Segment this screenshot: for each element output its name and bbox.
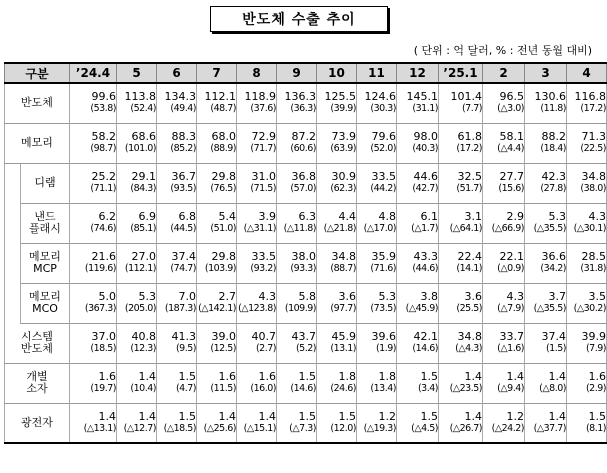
percent-cell: (15.6) (483, 183, 525, 203)
value-cell: 145.1 (397, 83, 439, 103)
value-cell: 101.4 (439, 83, 483, 103)
page-title: 반도체 수출 추이 (210, 6, 388, 32)
table-row-optoelectronics-pct (5, 423, 607, 443)
table-row-semiconductor (5, 83, 607, 103)
value-cell: 25.2 (70, 163, 117, 183)
value-cell: 44.6 (397, 163, 439, 183)
value-cell: 1.8 (357, 363, 397, 383)
percent-cell: (88.9) (197, 143, 237, 163)
percent-cell: (△13.1) (70, 423, 117, 443)
value-cell: 36.7 (157, 163, 197, 183)
value-cell: 1.5 (317, 403, 357, 423)
percent-cell: (112.1) (117, 263, 157, 283)
percent-cell: (△4.5) (397, 423, 439, 443)
value-cell: 30.9 (317, 163, 357, 183)
value-cell: 61.8 (439, 123, 483, 143)
value-cell: 28.5 (567, 243, 607, 263)
percent-cell: (85.2) (157, 143, 197, 163)
row-label-discrete-device: 개별 소자 (5, 363, 70, 403)
percent-cell: (△1.6) (483, 343, 525, 363)
percent-cell: (98.7) (70, 143, 117, 163)
percent-cell: (7.9) (567, 343, 607, 363)
header-month: 8 (237, 63, 277, 83)
value-cell: 34.8 (317, 243, 357, 263)
value-cell: 1.4 (439, 403, 483, 423)
value-cell: 6.9 (117, 203, 157, 223)
percent-cell: (16.0) (237, 383, 277, 403)
value-cell: 33.7 (483, 323, 525, 343)
header-month: 2 (483, 63, 525, 83)
value-cell: 3.1 (439, 203, 483, 223)
percent-cell: (△35.5) (525, 303, 567, 323)
table-header-row (5, 63, 607, 83)
percent-cell: (△4.4) (483, 143, 525, 163)
percent-cell: (187.3) (157, 303, 197, 323)
percent-cell: (93.2) (237, 263, 277, 283)
table-row-system-semiconductor (5, 323, 607, 343)
percent-cell: (73.5) (357, 303, 397, 323)
percent-cell: (25.5) (439, 303, 483, 323)
value-cell: 37.4 (157, 243, 197, 263)
percent-cell: (31.8) (567, 263, 607, 283)
table-row-semiconductor-pct (5, 103, 607, 123)
percent-cell: (11.8) (525, 103, 567, 123)
percent-cell: (76.5) (197, 183, 237, 203)
value-cell: 33.5 (357, 163, 397, 183)
percent-cell: (31.1) (397, 103, 439, 123)
percent-cell: (17.2) (567, 103, 607, 123)
value-cell: 1.5 (157, 403, 197, 423)
percent-cell: (12.3) (117, 343, 157, 363)
value-cell: 3.6 (317, 283, 357, 303)
value-cell: 73.9 (317, 123, 357, 143)
percent-cell: (101.0) (117, 143, 157, 163)
value-cell: 33.5 (237, 243, 277, 263)
value-cell: 39.9 (567, 323, 607, 343)
row-label-semiconductor: 반도체 (5, 83, 70, 123)
value-cell: 5.3 (117, 283, 157, 303)
indent-spacer (5, 163, 21, 203)
percent-cell: (27.8) (525, 183, 567, 203)
value-cell: 58.1 (483, 123, 525, 143)
value-cell: 79.6 (357, 123, 397, 143)
percent-cell: (51.7) (439, 183, 483, 203)
table-row-memory-pct (5, 143, 607, 163)
percent-cell: (△9.4) (483, 383, 525, 403)
percent-cell: (△30.1) (567, 223, 607, 243)
value-cell: 87.2 (277, 123, 317, 143)
table-body (5, 83, 607, 443)
value-cell: 45.9 (317, 323, 357, 343)
table-row-dram (5, 163, 607, 183)
value-cell: 34.8 (567, 163, 607, 183)
percent-cell: (△123.8) (237, 303, 277, 323)
percent-cell: (1.9) (357, 343, 397, 363)
value-cell: 1.5 (277, 363, 317, 383)
value-cell: 1.8 (317, 363, 357, 383)
percent-cell: (36.3) (277, 103, 317, 123)
header-month: 4 (567, 63, 607, 83)
percent-cell: (53.8) (70, 103, 117, 123)
value-cell: 29.8 (197, 163, 237, 183)
row-label-system-semiconductor: 시스템 반도체 (5, 323, 70, 363)
percent-cell: (△7.9) (483, 303, 525, 323)
row-label-memory: 메모리 (5, 123, 70, 163)
percent-cell: (14.1) (439, 263, 483, 283)
table-row-memory-mco-pct (5, 303, 607, 323)
percent-cell: (51.0) (197, 223, 237, 243)
value-cell: 2.9 (483, 203, 525, 223)
percent-cell: (71.6) (357, 263, 397, 283)
value-cell: 38.0 (277, 243, 317, 263)
table-row-discrete-device-pct (5, 383, 607, 403)
value-cell: 4.3 (237, 283, 277, 303)
percent-cell: (18.4) (525, 143, 567, 163)
percent-cell: (60.6) (277, 143, 317, 163)
value-cell: 41.3 (157, 323, 197, 343)
value-cell: 1.5 (397, 363, 439, 383)
header-month: 9 (277, 63, 317, 83)
value-cell: 1.5 (277, 403, 317, 423)
percent-cell: (49.4) (157, 103, 197, 123)
value-cell: 3.5 (567, 283, 607, 303)
percent-cell: (19.7) (70, 383, 117, 403)
table-row-nand-flash (5, 203, 607, 223)
value-cell: 5.4 (197, 203, 237, 223)
table-row-discrete-device (5, 363, 607, 383)
percent-cell: (△26.7) (439, 423, 483, 443)
percent-cell: (△45.9) (397, 303, 439, 323)
percent-cell: (△66.9) (483, 223, 525, 243)
header-month: 7 (197, 63, 237, 83)
row-label-nand-flash: 낸드 플래시 (21, 203, 70, 243)
percent-cell: (109.9) (277, 303, 317, 323)
value-cell: 29.8 (197, 243, 237, 263)
value-cell: 1.6 (237, 363, 277, 383)
value-cell: 40.8 (117, 323, 157, 343)
value-cell: 1.4 (483, 363, 525, 383)
value-cell: 4.3 (567, 203, 607, 223)
value-cell: 4.8 (357, 203, 397, 223)
percent-cell: (14.6) (277, 383, 317, 403)
header-month: ’25.1 (439, 63, 483, 83)
row-label-memory-mcp: 메모리 MCP (21, 243, 70, 283)
value-cell: 43.3 (397, 243, 439, 263)
value-cell: 35.9 (357, 243, 397, 263)
percent-cell: (63.9) (317, 143, 357, 163)
percent-cell: (38.0) (567, 183, 607, 203)
value-cell: 6.3 (277, 203, 317, 223)
percent-cell: (△21.8) (317, 223, 357, 243)
percent-cell: (367.3) (70, 303, 117, 323)
percent-cell: (97.7) (317, 303, 357, 323)
value-cell: 39.0 (197, 323, 237, 343)
value-cell: 99.6 (70, 83, 117, 103)
percent-cell: (2.9) (567, 383, 607, 403)
percent-cell: (△1.7) (397, 223, 439, 243)
unit-note: ( 단위 : 억 달러, % : 전년 동월 대비) (413, 44, 592, 57)
table-row-memory-mcp-pct (5, 263, 607, 283)
percent-cell: (88.7) (317, 263, 357, 283)
value-cell: 3.9 (237, 203, 277, 223)
header-month: 3 (525, 63, 567, 83)
percent-cell: (22.5) (567, 143, 607, 163)
value-cell: 1.4 (525, 403, 567, 423)
value-cell: 22.1 (483, 243, 525, 263)
row-label-optoelectronics: 광전자 (5, 403, 70, 443)
value-cell: 36.6 (525, 243, 567, 263)
percent-cell: (71.1) (70, 183, 117, 203)
percent-cell: (2.7) (237, 343, 277, 363)
percent-cell: (7.7) (439, 103, 483, 123)
header-month: ’24.4 (70, 63, 117, 83)
percent-cell: (△23.5) (439, 383, 483, 403)
value-cell: 1.5 (157, 363, 197, 383)
percent-cell: (74.6) (70, 223, 117, 243)
row-label-memory-mco: 메모리 MCO (21, 283, 70, 323)
indent-spacer (5, 243, 21, 283)
header-month: 12 (397, 63, 439, 83)
value-cell: 1.4 (237, 403, 277, 423)
percent-cell: (12.0) (317, 423, 357, 443)
value-cell: 1.4 (197, 403, 237, 423)
percent-cell: (13.4) (357, 383, 397, 403)
value-cell: 134.3 (157, 83, 197, 103)
percent-cell: (△7.3) (277, 423, 317, 443)
percent-cell: (△35.5) (525, 223, 567, 243)
percent-cell: (39.9) (317, 103, 357, 123)
value-cell: 34.8 (439, 323, 483, 343)
percent-cell: (34.2) (525, 263, 567, 283)
percent-cell: (△11.8) (277, 223, 317, 243)
percent-cell: (9.5) (157, 343, 197, 363)
value-cell: 21.6 (70, 243, 117, 263)
percent-cell: (17.2) (439, 143, 483, 163)
value-cell: 1.4 (117, 363, 157, 383)
value-cell: 5.8 (277, 283, 317, 303)
value-cell: 7.0 (157, 283, 197, 303)
value-cell: 1.4 (439, 363, 483, 383)
percent-cell: (74.7) (157, 263, 197, 283)
percent-cell: (△0.9) (483, 263, 525, 283)
value-cell: 72.9 (237, 123, 277, 143)
value-cell: 37.4 (525, 323, 567, 343)
percent-cell: (37.6) (237, 103, 277, 123)
table-row-memory (5, 123, 607, 143)
percent-cell: (10.4) (117, 383, 157, 403)
table-row-dram-pct (5, 183, 607, 203)
header-month: 6 (157, 63, 197, 83)
percent-cell: (40.3) (397, 143, 439, 163)
value-cell: 5.3 (357, 283, 397, 303)
percent-cell: (△37.7) (525, 423, 567, 443)
percent-cell: (△3.0) (483, 103, 525, 123)
table-row-memory-mcp (5, 243, 607, 263)
percent-cell: (24.6) (317, 383, 357, 403)
value-cell: 37.0 (70, 323, 117, 343)
value-cell: 118.9 (237, 83, 277, 103)
percent-cell: (119.6) (70, 263, 117, 283)
table-row-system-semiconductor-pct (5, 343, 607, 363)
value-cell: 1.5 (567, 403, 607, 423)
percent-cell: (11.5) (197, 383, 237, 403)
value-cell: 113.8 (117, 83, 157, 103)
semiconductor-export-table (4, 62, 607, 444)
value-cell: 58.2 (70, 123, 117, 143)
header-label: 구분 (5, 63, 70, 83)
percent-cell: (△15.1) (237, 423, 277, 443)
value-cell: 96.5 (483, 83, 525, 103)
header-month: 5 (117, 63, 157, 83)
percent-cell: (△18.5) (157, 423, 197, 443)
percent-cell: (△25.6) (197, 423, 237, 443)
value-cell: 125.5 (317, 83, 357, 103)
value-cell: 4.3 (483, 283, 525, 303)
percent-cell: (△4.3) (439, 343, 483, 363)
percent-cell: (△64.1) (439, 223, 483, 243)
percent-cell: (△142.1) (197, 303, 237, 323)
value-cell: 2.7 (197, 283, 237, 303)
indent-spacer (5, 283, 21, 323)
table-row-nand-flash-pct (5, 223, 607, 243)
row-label-dram: 디램 (21, 163, 70, 203)
percent-cell: (12.5) (197, 343, 237, 363)
percent-cell: (3.4) (397, 383, 439, 403)
percent-cell: (62.3) (317, 183, 357, 203)
value-cell: 27.7 (483, 163, 525, 183)
value-cell: 1.6 (567, 363, 607, 383)
percent-cell: (103.9) (197, 263, 237, 283)
table-row-optoelectronics (5, 403, 607, 423)
value-cell: 36.8 (277, 163, 317, 183)
value-cell: 68.6 (117, 123, 157, 143)
value-cell: 6.8 (157, 203, 197, 223)
value-cell: 136.3 (277, 83, 317, 103)
value-cell: 29.1 (117, 163, 157, 183)
percent-cell: (△19.3) (357, 423, 397, 443)
value-cell: 116.8 (567, 83, 607, 103)
percent-cell: (△30.2) (567, 303, 607, 323)
percent-cell: (44.2) (357, 183, 397, 203)
value-cell: 40.7 (237, 323, 277, 343)
percent-cell: (△12.7) (117, 423, 157, 443)
percent-cell: (4.7) (157, 383, 197, 403)
percent-cell: (44.5) (157, 223, 197, 243)
value-cell: 68.0 (197, 123, 237, 143)
value-cell: 32.5 (439, 163, 483, 183)
percent-cell: (△31.1) (237, 223, 277, 243)
value-cell: 4.4 (317, 203, 357, 223)
percent-cell: (93.5) (157, 183, 197, 203)
percent-cell: (18.5) (70, 343, 117, 363)
percent-cell: (71.5) (237, 183, 277, 203)
percent-cell: (48.7) (197, 103, 237, 123)
value-cell: 124.6 (357, 83, 397, 103)
value-cell: 1.2 (483, 403, 525, 423)
percent-cell: (85.1) (117, 223, 157, 243)
value-cell: 43.7 (277, 323, 317, 343)
value-cell: 1.4 (70, 403, 117, 423)
percent-cell: (52.0) (357, 143, 397, 163)
percent-cell: (5.2) (277, 343, 317, 363)
value-cell: 71.3 (567, 123, 607, 143)
value-cell: 1.4 (525, 363, 567, 383)
percent-cell: (△17.0) (357, 223, 397, 243)
percent-cell: (93.3) (277, 263, 317, 283)
indent-spacer (5, 203, 21, 243)
value-cell: 6.2 (70, 203, 117, 223)
value-cell: 22.4 (439, 243, 483, 263)
value-cell: 1.6 (197, 363, 237, 383)
value-cell: 88.3 (157, 123, 197, 143)
value-cell: 98.0 (397, 123, 439, 143)
percent-cell: (71.7) (237, 143, 277, 163)
table-row-memory-mco (5, 283, 607, 303)
percent-cell: (8.1) (567, 423, 607, 443)
percent-cell: (30.3) (357, 103, 397, 123)
value-cell: 3.7 (525, 283, 567, 303)
value-cell: 1.2 (357, 403, 397, 423)
value-cell: 112.1 (197, 83, 237, 103)
percent-cell: (52.4) (117, 103, 157, 123)
value-cell: 31.0 (237, 163, 277, 183)
value-cell: 5.0 (70, 283, 117, 303)
value-cell: 88.2 (525, 123, 567, 143)
percent-cell: (1.5) (525, 343, 567, 363)
value-cell: 27.0 (117, 243, 157, 263)
percent-cell: (205.0) (117, 303, 157, 323)
value-cell: 1.5 (397, 403, 439, 423)
header-month: 10 (317, 63, 357, 83)
header-month: 11 (357, 63, 397, 83)
value-cell: 42.3 (525, 163, 567, 183)
percent-cell: (57.0) (277, 183, 317, 203)
value-cell: 6.1 (397, 203, 439, 223)
value-cell: 3.8 (397, 283, 439, 303)
value-cell: 3.6 (439, 283, 483, 303)
value-cell: 130.6 (525, 83, 567, 103)
percent-cell: (13.1) (317, 343, 357, 363)
percent-cell: (14.6) (397, 343, 439, 363)
value-cell: 1.6 (70, 363, 117, 383)
value-cell: 5.3 (525, 203, 567, 223)
value-cell: 42.1 (397, 323, 439, 343)
value-cell: 1.4 (117, 403, 157, 423)
percent-cell: (44.6) (397, 263, 439, 283)
value-cell: 39.6 (357, 323, 397, 343)
percent-cell: (△24.2) (483, 423, 525, 443)
percent-cell: (△8.0) (525, 383, 567, 403)
percent-cell: (84.3) (117, 183, 157, 203)
percent-cell: (42.7) (397, 183, 439, 203)
